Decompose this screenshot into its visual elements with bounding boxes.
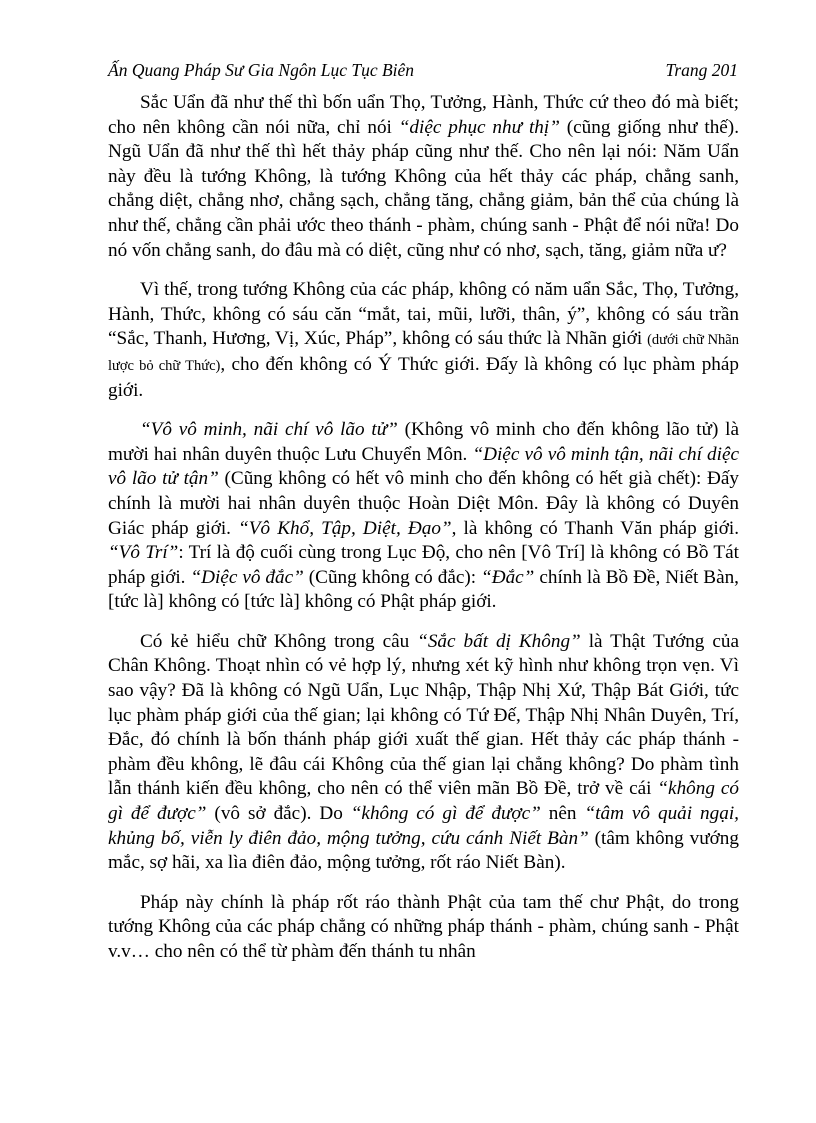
paragraph bbox=[108, 630, 739, 876]
quoted-term: “không có gì để được” bbox=[350, 803, 541, 825]
page-header bbox=[108, 60, 738, 81]
quoted-term: “Đắc” bbox=[481, 566, 535, 588]
paragraph-text: Vì thế, trong tướng Không của các pháp, không có năm uẩn Sắc, Thọ, Tưởng, Hành, Thức, không có sáu căn “mắt, tai, mũi, lưỡi, thân, ý”, không có sáu trần “Sắc, Thanh, Hương, Vị, Xúc, Pháp”, không có sáu thức là Nhãn giới bbox=[108, 279, 739, 350]
paragraph-text: Sắc Uẩn đã như thế thì bốn uẩn Thọ, Tưởng, Hành, Thức cứ theo đó mà biết; cho nên không cần nói nữa, chỉ nói bbox=[108, 92, 739, 138]
paragraph bbox=[108, 278, 739, 403]
book-title: Ấn Quang Pháp Sư Gia Ngôn Lục Tục Biên bbox=[108, 60, 415, 80]
paragraph-text: (Cũng không có hết vô minh cho đến không có hết già chết): Đấy chính là mười hai nhân duyên thuộc Hoàn Diệt Môn. Đây là không có Duyên Giác pháp giới. bbox=[108, 468, 739, 539]
paragraph-text: : Trí là độ cuối cùng trong Lục Độ, cho nên [Vô Trí] là không có Bồ Tát pháp giới. bbox=[108, 542, 739, 588]
paragraph-text: , là không có Thanh Văn pháp giới. bbox=[451, 517, 739, 539]
document-body bbox=[108, 91, 739, 980]
quoted-term: “Diệc vô vô minh tận, nãi chí diệc vô lão tử tận” bbox=[108, 443, 739, 490]
quoted-term: “Diệc vô đắc” bbox=[190, 566, 304, 588]
paragraph-text: nên bbox=[540, 803, 585, 825]
paragraph-text: (cũng giống như thế). Ngũ Uẩn đã như thế thì hết thảy pháp cũng như thế. Cho nên lại nói: Năm Uẩn này đều là tướng Không, là tướng Không của hết thảy các pháp, chẳng sanh, chẳng diệt, chẳng nhơ, chẳng sạch, chẳng tăng, chẳng giảm, bản thể của chúng là như thế, chẳng cần phải ước theo thánh - phàm, chúng sanh - Phật để nói nữa! Do nó vốn chẳng sanh, do đâu mà có diệt, cũng như có nhơ, sạch, tăng, giảm nữa ư? bbox=[108, 116, 739, 261]
quoted-term: “diệc phục như thị” bbox=[398, 116, 560, 138]
quoted-term: “Vô Khổ, Tập, Diệt, Đạo” bbox=[238, 517, 452, 539]
paragraph-text: (vô sở đắc). Do bbox=[206, 803, 351, 825]
quoted-term: “không có gì để được” bbox=[108, 778, 739, 825]
paragraph-text: (Không vô minh cho đến không lão tử) là mười hai nhân duyên thuộc Lưu Chuyển Môn. bbox=[108, 419, 739, 465]
quoted-term: “tâm vô quải ngại, khủng bố, viễn ly điên đảo, mộng tưởng, cứu cánh Niết Bàn” bbox=[108, 803, 739, 849]
paragraph bbox=[108, 418, 739, 615]
quoted-term: “Sắc bất dị Không” bbox=[417, 630, 581, 652]
paragraph-text: (Cũng không có đắc): bbox=[303, 566, 482, 588]
paragraph-text: chính là Bồ Đề, Niết Bàn, [tức là] không có [tức là] không có Phật pháp giới. bbox=[108, 566, 739, 613]
small-note: (dưới chữ Nhãn lược bỏ chữ Thức) bbox=[108, 332, 739, 374]
quoted-term: “Vô Trí” bbox=[108, 542, 179, 564]
paragraph bbox=[108, 891, 739, 965]
paragraph bbox=[108, 91, 739, 263]
paragraph-text: , cho đến không có Ý Thức giới. Đấy là không có lục phàm pháp giới. bbox=[108, 353, 739, 401]
paragraph-text: là Thật Tướng của Chân Không. Thoạt nhìn có vẻ hợp lý, nhưng xét kỹ hình như không trọn vẹn. Vì sao vậy? Đã là không có Ngũ Uẩn, Lục Nhập, Thập Nhị Xứ, Thập Bát Giới, tức lục phàm pháp giới của thế gian; lại không có Tứ Đế, Thập Nhị Nhân Duyên, Trí, Đắc, đó chính là bốn thánh pháp giới xuất thế gian. Hết thảy các pháp thánh - phàm đều không, lẽ đâu cái Không của thế gian lại chẳng không? Do phàm tình lẫn thánh kiến đều không, cho nên có thể viên mãn Bồ Đề, trở về cái bbox=[108, 630, 739, 800]
page-number: Trang 201 bbox=[665, 60, 738, 80]
paragraph-text: (tâm không vướng mắc, sợ hãi, xa lìa điên đảo, mộng tưởng, rốt ráo Niết Bàn). bbox=[108, 827, 739, 874]
paragraph-text: Pháp này chính là pháp rốt ráo thành Phật của tam thế chư Phật, do trong tướng Không của các pháp chẳng có những pháp thánh - phàm, chúng sanh - Phật v.v… cho nên có thể từ phàm đến thánh tu nhân bbox=[108, 891, 739, 962]
quoted-term: “Vô vô minh, nãi chí vô lão tử” bbox=[140, 419, 398, 441]
paragraph-text: Có kẻ hiểu chữ Không trong câu bbox=[140, 630, 418, 652]
